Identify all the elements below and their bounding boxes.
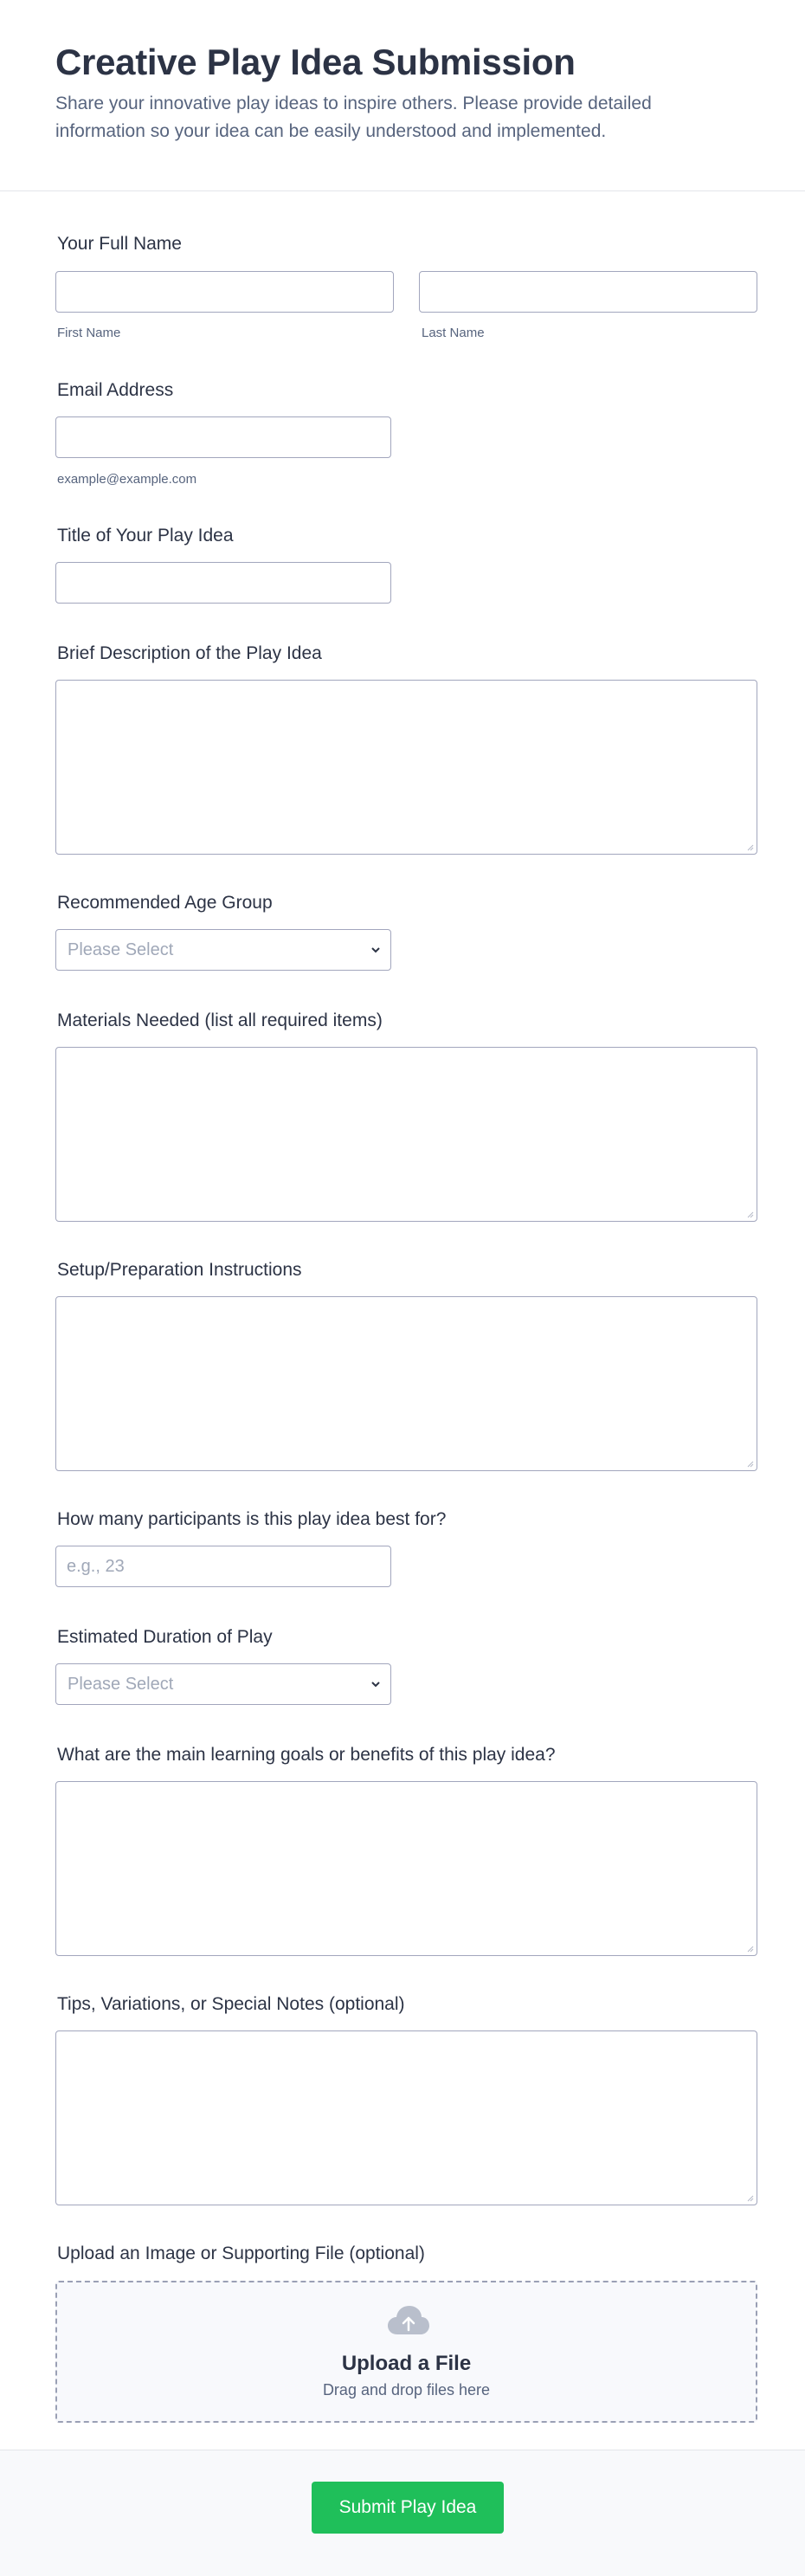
resize-grip-icon[interactable] xyxy=(745,1210,754,1218)
duration-label: Estimated Duration of Play xyxy=(57,1627,273,1647)
submit-button[interactable]: Submit Play Idea xyxy=(312,2482,504,2534)
page-title: Creative Play Idea Submission xyxy=(55,42,576,82)
duration-select[interactable] xyxy=(55,1663,391,1705)
resize-grip-icon[interactable] xyxy=(745,2193,754,2202)
idea-title-label: Title of Your Play Idea xyxy=(57,526,234,546)
materials-label: Materials Needed (list all required items) xyxy=(57,1010,383,1030)
first-name-input[interactable] xyxy=(55,271,394,313)
first-name-sublabel: First Name xyxy=(57,326,121,340)
age-group-label: Recommended Age Group xyxy=(57,893,273,913)
learning-goals-label: What are the main learning goals or benefits of this play idea? xyxy=(57,1745,556,1765)
age-group-select[interactable] xyxy=(55,929,391,971)
last-name-input[interactable] xyxy=(419,271,757,313)
description-label: Brief Description of the Play Idea xyxy=(57,643,322,663)
file-upload-dropzone[interactable] xyxy=(55,2281,757,2423)
description-textarea[interactable] xyxy=(55,680,757,855)
setup-label: Setup/Preparation Instructions xyxy=(57,1260,302,1280)
idea-title-input[interactable] xyxy=(55,562,391,604)
form-footer xyxy=(0,2450,805,2576)
tips-textarea[interactable] xyxy=(55,2030,757,2205)
upload-subtitle: Drag and drop files here xyxy=(322,2381,491,2398)
resize-grip-icon[interactable] xyxy=(745,1944,754,1953)
setup-textarea[interactable] xyxy=(55,1296,757,1471)
last-name-sublabel: Last Name xyxy=(422,326,485,340)
form-header xyxy=(0,0,805,191)
upload-label: Upload an Image or Supporting File (optional) xyxy=(57,2244,425,2263)
participants-label: How many participants is this play idea best for? xyxy=(57,1509,447,1529)
resize-grip-icon[interactable] xyxy=(745,843,754,851)
full-name-label: Your Full Name xyxy=(57,234,182,254)
cloud-upload-icon xyxy=(386,2303,431,2338)
duration-selected: Please Select xyxy=(68,1675,174,1694)
email-sublabel: example@example.com xyxy=(57,472,197,487)
participants-input[interactable] xyxy=(55,1546,391,1587)
page-subtitle: Share your innovative play ideas to inspire others. Please provide detailed information so your idea can be easily understood and implemented. xyxy=(55,94,652,141)
email-input[interactable] xyxy=(55,416,391,458)
chevron-down-icon xyxy=(370,1678,382,1690)
learning-goals-textarea[interactable] xyxy=(55,1781,757,1956)
tips-label: Tips, Variations, or Special Notes (optional) xyxy=(57,1994,405,2014)
resize-grip-icon[interactable] xyxy=(745,1459,754,1468)
email-label: Email Address xyxy=(57,380,174,400)
chevron-down-icon xyxy=(370,944,382,956)
age-group-selected: Please Select xyxy=(68,940,174,959)
upload-title: Upload a File xyxy=(341,2352,472,2375)
materials-textarea[interactable] xyxy=(55,1047,757,1222)
